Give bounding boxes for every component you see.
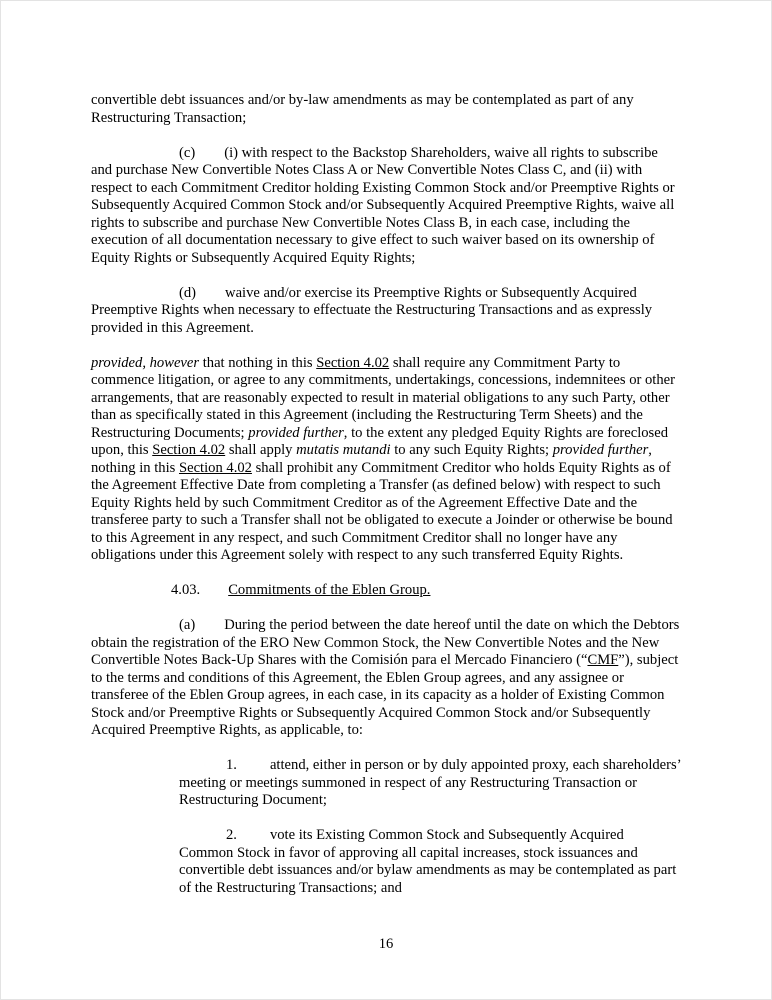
text-run: shall apply [225,442,297,458]
text-run: Section 4.02 [178,459,252,476]
text-run: Section 4.02 [316,354,390,371]
paragraph-clause-c [91,145,681,268]
text-run: (a) [179,617,196,633]
paragraph-clause-d [91,285,681,338]
text-run: provided, however [91,354,200,371]
text-run: CMF [587,652,619,668]
text-run: , nothing in this [91,442,652,476]
text-run: , to the extent any pledged Equity Rights are foreclosed upon, this [91,424,669,458]
text-run: 4.03. [171,582,201,598]
text-run: provided further [248,424,344,441]
text-run: waive and/or exercise its Preemptive Rights or Subsequently Acquired Preemptive Rights when necessary to effectuate the Restructuring Transactions and as expressly provided in this Agreement. [91,284,653,336]
paragraph-proviso-paragraph [91,355,681,565]
text-run: convertible debt issuances and/or by-law amendments as may be contemplated as part of any Restructuring Transaction; [91,92,634,126]
document-body [91,92,681,897]
paragraph-numbered-item-2 [179,827,681,897]
text-run: 2. [226,827,237,843]
text-run: (i) with respect to the Backstop Shareholders, waive all rights to subscribe and purchase New Convertible Notes Class A or New Convertible Notes Class C, and (ii) with respect to each Commitment Creditor holding Existing Common Stock and/or Preemptive Rights or Subsequently Acquired Common Stock and/or Subsequently Acquired Preemptive Rights, waive all rights to subscribe and purchase New Convertible Notes Class B, in each case, including the execution of all documentation necessary to give effect to such waiver based on its ownership of Equity Rights or Subsequently Acquired Equity Rights; [91,144,675,266]
paragraph-section-4-03-heading [91,582,681,600]
text-run: shall prohibit any Commitment Creditor who holds Equity Rights as of the Agreement Effective Date from completing a Transfer (as defined below) with respect to such Equity Rights held by such Commitment Creditor as of the Agreement Effective Date and the transferee party to such a Transfer shall not be obligated to execute a Joinder or otherwise be bound to this Agreement in any respect, and such Commitment Creditor shall no longer have any obligations under this Agreement solely with respect to any such transferred Equity Rights. [91,459,673,563]
text-run: Section 4.02 [152,442,226,458]
text-run: (d) [179,284,197,301]
paragraph-clause-a [91,617,681,740]
text-run: Commitments of the Eblen Group. [228,582,431,598]
text-run: During the period between the date hereof until the date on which the Debtors obtain the registration of the ERO New Common Stock, the New Convertible Notes and the New Convertible Notes Back-Up Shares with the Comisión para el Mercado Financiero (“ [91,617,680,668]
text-run: vote its Existing Common Stock and Subsequently Acquired Common Stock in favor of approving all capital increases, stock issuances and convertible debt issuances and/or bylaw amendments as may be contemplated as part of the Restructuring Transactions; and [179,827,677,896]
text-run: shall require any Commitment Party to commence litigation, or agree to any commitments, undertakings, concessions, indemnitees or other arrangements, that are reasonably expected to result in material obligations to any such Party, other than as specifically stated in this Agreement (including the Restructuring Term Sheets) and the Restructuring Documents; [91,354,675,441]
page-number: 16 [378,935,394,952]
text-run: provided further [552,442,649,458]
text-run: ”), subject to the terms and conditions of this Agreement, the Eblen Group agrees, and any assignee or transferee of the Eblen Group agrees, in each case, in its capacity as a holder of Existing Common Stock and/or Preemptive Rights or Subsequently Acquired Common Stock and/or Subsequently Acquired Preemptive Rights, as applicable, to: [91,652,679,738]
text-run: that nothing in this [199,354,317,371]
paragraph-continuation-paragraph [91,92,681,127]
text-run: mutatis mutandi [296,442,391,458]
text-run: to any such Equity Rights; [390,442,553,458]
text-run: 1. [226,757,237,773]
text-run: attend, either in person or by duly appointed proxy, each shareholders’ meeting or meetings summoned in respect of any Restructuring Transaction or Restructuring Document; [179,757,681,808]
paragraph-numbered-item-1 [179,757,681,810]
text-run: (c) [179,144,196,161]
